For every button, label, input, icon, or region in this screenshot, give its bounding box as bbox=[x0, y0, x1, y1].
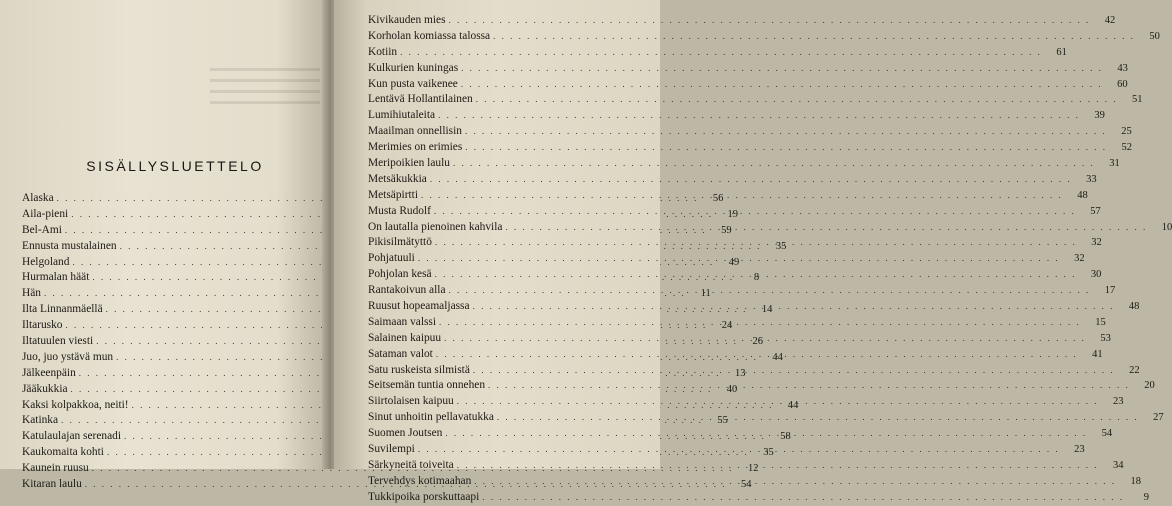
entry-page-number: 49 bbox=[728, 256, 740, 268]
entry-title: Pohjatuuli bbox=[368, 252, 415, 265]
dot-leader bbox=[461, 77, 1103, 93]
entry-page-number: 22 bbox=[1129, 364, 1140, 376]
entry-page-number: 51 bbox=[1131, 94, 1143, 106]
dot-leader bbox=[445, 426, 1087, 442]
entry-page-number: 48 bbox=[1128, 301, 1140, 313]
entry-page-number: 57 bbox=[1090, 205, 1101, 217]
entry-page-number: 26 bbox=[752, 336, 763, 348]
entry-page-number: 39 bbox=[1094, 110, 1105, 122]
entry-title: Katulaulajan serenadi bbox=[22, 430, 121, 443]
dot-leader bbox=[457, 394, 1099, 410]
show-through-print bbox=[210, 60, 320, 120]
entry-page-number: 8 bbox=[753, 272, 760, 284]
entry-page-number: 34 bbox=[1112, 459, 1124, 471]
entry-page-number: 54 bbox=[1101, 428, 1113, 440]
entry-page-number: 18 bbox=[1130, 475, 1142, 487]
entry-page-number: 33 bbox=[1086, 173, 1097, 185]
dot-leader bbox=[482, 490, 1124, 506]
entry-title: Korholan komiassa talossa bbox=[368, 29, 491, 42]
entry-title: Kaksi kolpakkoa, neiti! bbox=[22, 398, 129, 411]
dot-leader bbox=[465, 140, 1107, 156]
entry-title: Kaunein ruusu bbox=[22, 462, 89, 475]
toc-title: SISÄLLYSLUETTELO bbox=[86, 158, 264, 174]
entry-title: Pikisilmätyttö bbox=[368, 236, 432, 249]
entry-page-number: 27 bbox=[1153, 412, 1164, 424]
entry-title: Kulkurien kuningas bbox=[368, 61, 459, 74]
toc-entry bbox=[368, 156, 1120, 172]
entry-page-number: 13 bbox=[735, 367, 746, 379]
toc-entry bbox=[368, 13, 1116, 29]
entry-page-number: 19 bbox=[727, 208, 738, 220]
entry-page-number: 53 bbox=[1100, 332, 1111, 344]
entry-title: Kitaran laulu bbox=[22, 478, 82, 491]
entry-title: Musta Rudolf bbox=[368, 204, 431, 217]
dot-leader bbox=[439, 315, 1081, 331]
dot-leader bbox=[421, 188, 1063, 204]
toc-entry bbox=[368, 45, 1067, 61]
entry-page-number: 42 bbox=[1104, 15, 1116, 26]
entry-title: Ennusta mustalainen bbox=[22, 239, 117, 252]
entry-page-number: 35 bbox=[775, 240, 787, 252]
entry-title: Jälkeenpäin bbox=[22, 366, 76, 379]
entry-page-number: 60 bbox=[1117, 78, 1128, 90]
dot-leader bbox=[488, 378, 1130, 394]
entry-title: Särkyneitä toiveita bbox=[368, 458, 454, 471]
entry-title: Kivikauden mies bbox=[368, 14, 446, 26]
toc-entry bbox=[368, 172, 1097, 188]
entry-page-number: 9 bbox=[1143, 491, 1150, 503]
entry-page-number: 10 bbox=[1161, 221, 1172, 233]
entry-title: Seitsemän tuntia onnehen bbox=[368, 379, 486, 392]
entry-page-number: 56 bbox=[712, 193, 724, 204]
entry-page-number: 24 bbox=[721, 320, 733, 332]
dot-leader bbox=[430, 172, 1072, 188]
entry-page-number: 50 bbox=[1149, 30, 1160, 42]
entry-title: Siirtolaisen kaipuu bbox=[368, 395, 454, 408]
toc-entry bbox=[368, 61, 1128, 77]
dot-leader bbox=[473, 363, 1115, 379]
toc-entry bbox=[368, 92, 1143, 108]
entry-title: Suomen Joutsen bbox=[368, 427, 443, 440]
toc-entry bbox=[368, 140, 1133, 156]
entry-title: Alaska bbox=[22, 192, 54, 204]
entry-page-number: 25 bbox=[1121, 126, 1132, 138]
dot-leader bbox=[435, 267, 1077, 283]
entry-title: Kun pusta vaikenee bbox=[368, 77, 458, 90]
dot-leader bbox=[457, 458, 1099, 474]
dot-leader bbox=[436, 347, 1078, 363]
entry-page-number: 15 bbox=[1095, 316, 1106, 328]
dot-leader bbox=[474, 474, 1116, 490]
toc-entry bbox=[368, 77, 1128, 93]
entry-title: Hurmalan häät bbox=[22, 271, 90, 284]
entry-title: Kaukomaita kohti bbox=[22, 446, 104, 459]
entry-title: Kotiin bbox=[368, 45, 398, 58]
entry-page-number: 32 bbox=[1091, 237, 1102, 249]
entry-title: Lentävä Hollantilainen bbox=[368, 93, 473, 106]
entry-title: Bel-Ami bbox=[22, 223, 62, 236]
dot-leader bbox=[473, 299, 1115, 315]
entry-title: Sataman valot bbox=[368, 347, 433, 360]
entry-page-number: 43 bbox=[1117, 62, 1128, 74]
toc-entry bbox=[368, 267, 1102, 283]
dot-leader bbox=[505, 220, 1147, 236]
entry-page-number: 20 bbox=[1144, 380, 1155, 392]
dot-leader bbox=[449, 283, 1091, 299]
entry-page-number: 40 bbox=[726, 383, 738, 395]
entry-title: Tukkipoika porskuttaapi bbox=[368, 490, 480, 503]
entry-title: Metsäpirtti bbox=[368, 188, 418, 201]
entry-title: Saimaan valssi bbox=[368, 315, 437, 328]
entry-title: Meripoikien laulu bbox=[368, 157, 450, 170]
entry-title: Metsäkukkia bbox=[368, 172, 427, 185]
entry-title: Hän bbox=[22, 287, 41, 300]
entry-page-number: 17 bbox=[1104, 285, 1116, 297]
dot-leader bbox=[476, 92, 1118, 108]
entry-page-number: 58 bbox=[780, 431, 791, 443]
entry-page-number: 48 bbox=[1077, 189, 1088, 201]
dot-leader bbox=[418, 442, 1060, 458]
dot-leader bbox=[435, 235, 1077, 251]
toc-entry bbox=[368, 490, 1150, 506]
entry-page-number: 23 bbox=[1074, 444, 1085, 456]
entry-page-number: 41 bbox=[1092, 348, 1103, 360]
entry-page-number: 11 bbox=[700, 288, 711, 300]
entry-title: Lumihiutaleita bbox=[368, 109, 436, 122]
entry-title: Satu ruskeista silmistä bbox=[368, 363, 470, 376]
entry-title: Helgoland bbox=[22, 255, 70, 268]
entry-title: Tervehdys kotimaahan bbox=[368, 474, 472, 487]
entry-page-number: 12 bbox=[748, 463, 759, 475]
entry-page-number: 54 bbox=[741, 479, 752, 491]
entry-page-number: 14 bbox=[761, 304, 773, 316]
dot-leader bbox=[438, 108, 1080, 124]
dot-leader bbox=[497, 410, 1139, 426]
entry-page-number: 32 bbox=[1074, 253, 1085, 265]
entry-title: Iltarusko bbox=[22, 319, 63, 332]
entry-title: Merimies on erimies bbox=[368, 141, 463, 154]
entry-page-number: 30 bbox=[1090, 269, 1102, 281]
dot-leader bbox=[444, 331, 1086, 347]
entry-title: Ruusut hopeamaljassa bbox=[368, 300, 470, 313]
entry-title: Sinut unhoitin pellavatukka bbox=[368, 411, 494, 424]
entry-title: Salainen kaipuu bbox=[368, 331, 442, 344]
entry-page-number: 52 bbox=[1121, 142, 1133, 154]
entry-title: Jääkukkia bbox=[22, 382, 68, 395]
entry-title: Suvilempi bbox=[368, 443, 415, 456]
toc-entry bbox=[368, 29, 1160, 45]
dot-leader bbox=[493, 29, 1135, 45]
entry-title: Maailman onnellisin bbox=[368, 125, 462, 138]
entry-title: Pohjolan kesä bbox=[368, 268, 432, 281]
entry-title: Rantakoivun alla bbox=[368, 284, 446, 297]
entry-page-number: 23 bbox=[1113, 396, 1124, 408]
dot-leader bbox=[461, 61, 1103, 77]
entry-title: Ilta Linnanmäellä bbox=[22, 303, 103, 316]
entry-title: Aila-pieni bbox=[22, 207, 69, 220]
entry-page-number: 44 bbox=[787, 399, 799, 411]
dot-leader bbox=[434, 204, 1076, 220]
entry-page-number: 59 bbox=[721, 224, 732, 236]
entry-title: Iltatuulen viesti bbox=[22, 335, 94, 348]
dot-leader bbox=[453, 156, 1095, 172]
toc-entry bbox=[368, 124, 1132, 140]
entry-page-number: 44 bbox=[772, 351, 783, 363]
dot-leader bbox=[465, 124, 1107, 140]
dot-leader bbox=[418, 251, 1060, 267]
dot-leader bbox=[400, 45, 1042, 61]
entry-page-number: 31 bbox=[1109, 158, 1120, 170]
entry-page-number: 55 bbox=[717, 415, 728, 427]
entry-title: Katinka bbox=[22, 414, 59, 427]
entry-page-number: 35 bbox=[763, 447, 774, 459]
entry-page-number: 61 bbox=[1056, 46, 1067, 58]
entry-title: Juo, juo ystävä mun bbox=[22, 350, 114, 363]
dot-leader bbox=[449, 13, 1091, 29]
entry-title: On lautalla pienoinen kahvila bbox=[368, 220, 503, 233]
toc-entry bbox=[368, 108, 1105, 124]
